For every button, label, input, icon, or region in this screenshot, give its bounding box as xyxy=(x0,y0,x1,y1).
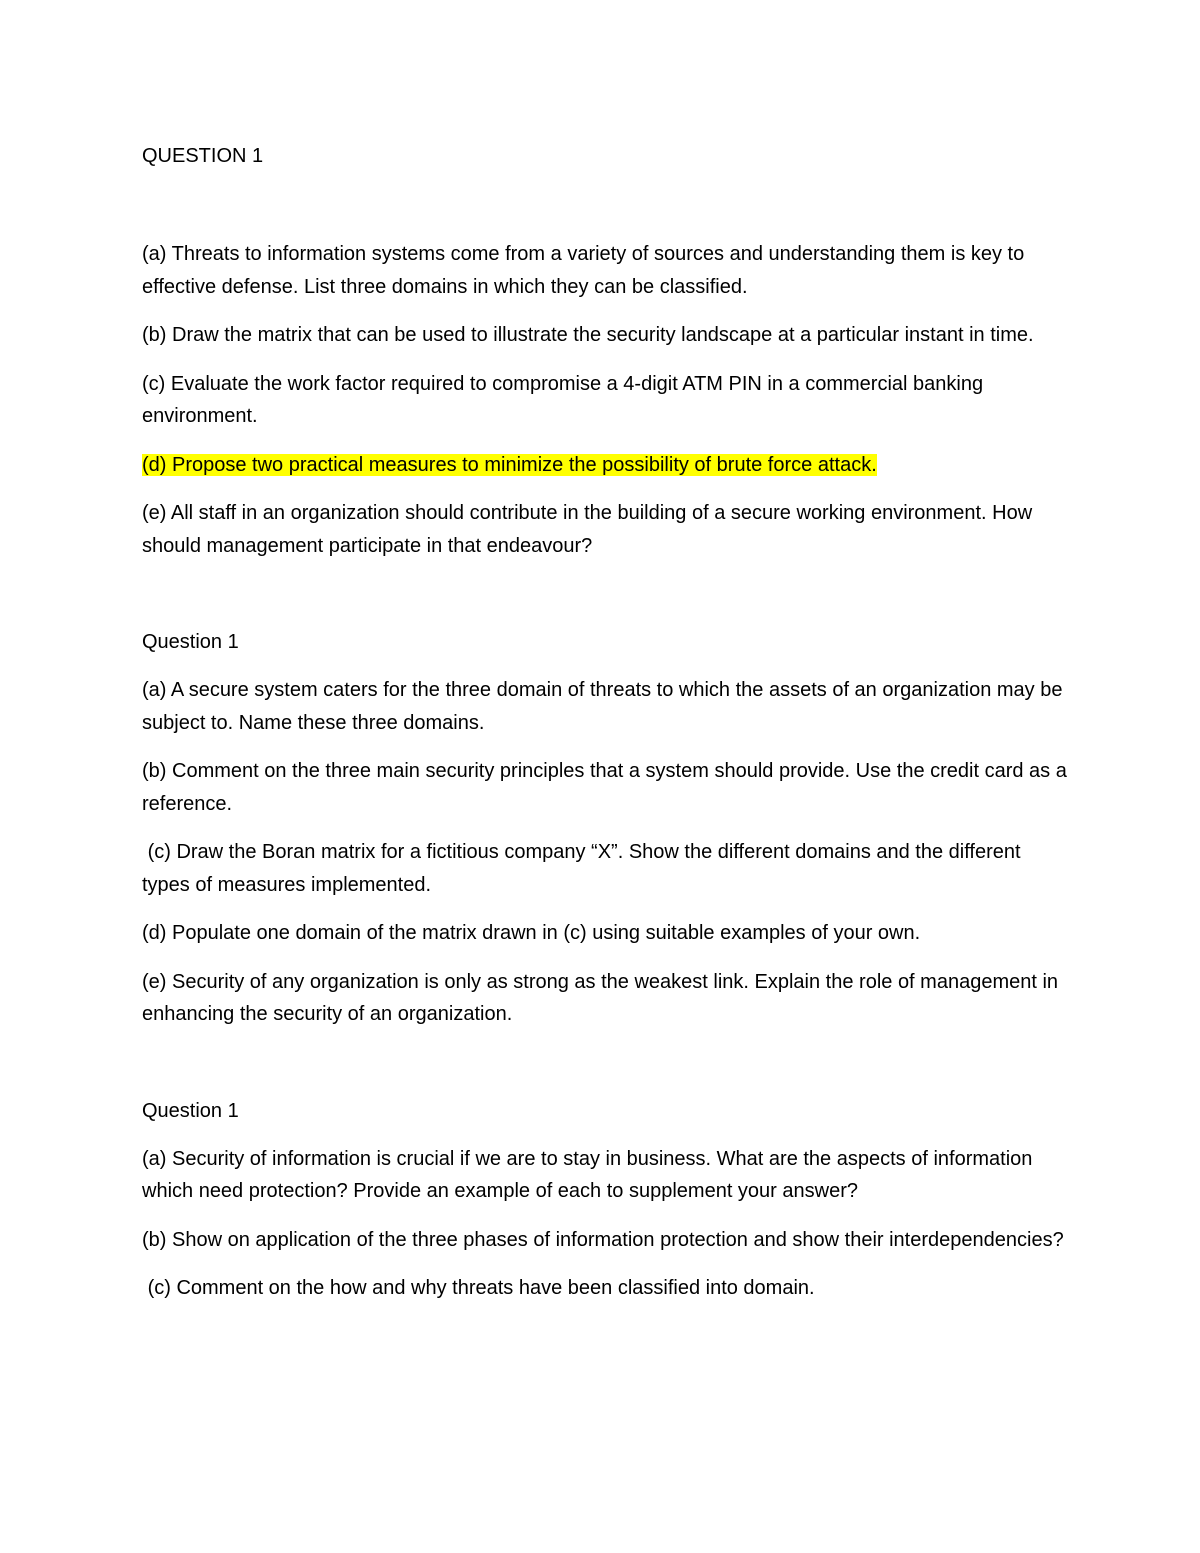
question-item-c: (c) Comment on the how and why threats have been classified into domain. xyxy=(142,1277,815,1299)
question-item-b: (b) Comment on the three main security principles that a system should provide. Use the credit card as a reference. xyxy=(142,760,1073,815)
document-body xyxy=(142,140,1072,1321)
section-title: Question 1 xyxy=(142,631,239,653)
question-section-1 xyxy=(142,140,1072,562)
question-section-2 xyxy=(142,626,1072,1031)
question-item-b: (b) Show on application of the three phases of information protection and show their interdependencies? xyxy=(142,1228,1064,1251)
question-item-a: (a) Security of information is crucial if we are to stay in business. What are the aspects of information which need protection? Provide an example of each to supplement your answer? xyxy=(142,1147,1038,1202)
question-item-c: (c) Draw the Boran matrix for a fictitious company “X”. Show the different domains and the different types of measures implemented. xyxy=(142,841,1027,896)
question-item-d: (d) Populate one domain of the matrix drawn in (c) using suitable examples of your own. xyxy=(142,922,921,944)
question-item-a: (a) Threats to information systems come from a variety of sources and understanding them is key to effective defense. List three domains in which they can be classified. xyxy=(142,243,1030,298)
question-item-a: (a) A secure system caters for the three domain of threats to which the assets of an organization may be subject to. Name these three domains. xyxy=(142,679,1069,734)
question-item-b: (b) Draw the matrix that can be used to illustrate the security landscape at a particular instant in time. xyxy=(142,324,1034,346)
question-item-e: (e) Security of any organization is only as strong as the weakest link. Explain the role of management in enhancing the security of an organization. xyxy=(142,970,1064,1025)
question-item-e: (e) All staff in an organization should contribute in the building of a secure working environment. How should management participate in that endeavour? xyxy=(142,502,1038,557)
question-section-3 xyxy=(142,1095,1072,1305)
section-title: QUESTION 1 xyxy=(142,145,264,167)
highlighted-question-item-d: (d) Propose two practical measures to minimize the possibility of brute force attack. xyxy=(142,453,877,476)
section-title: Question 1 xyxy=(142,1099,239,1122)
question-item-c: (c) Evaluate the work factor required to compromise a 4-digit ATM PIN in a commercial banking environment. xyxy=(142,372,989,427)
